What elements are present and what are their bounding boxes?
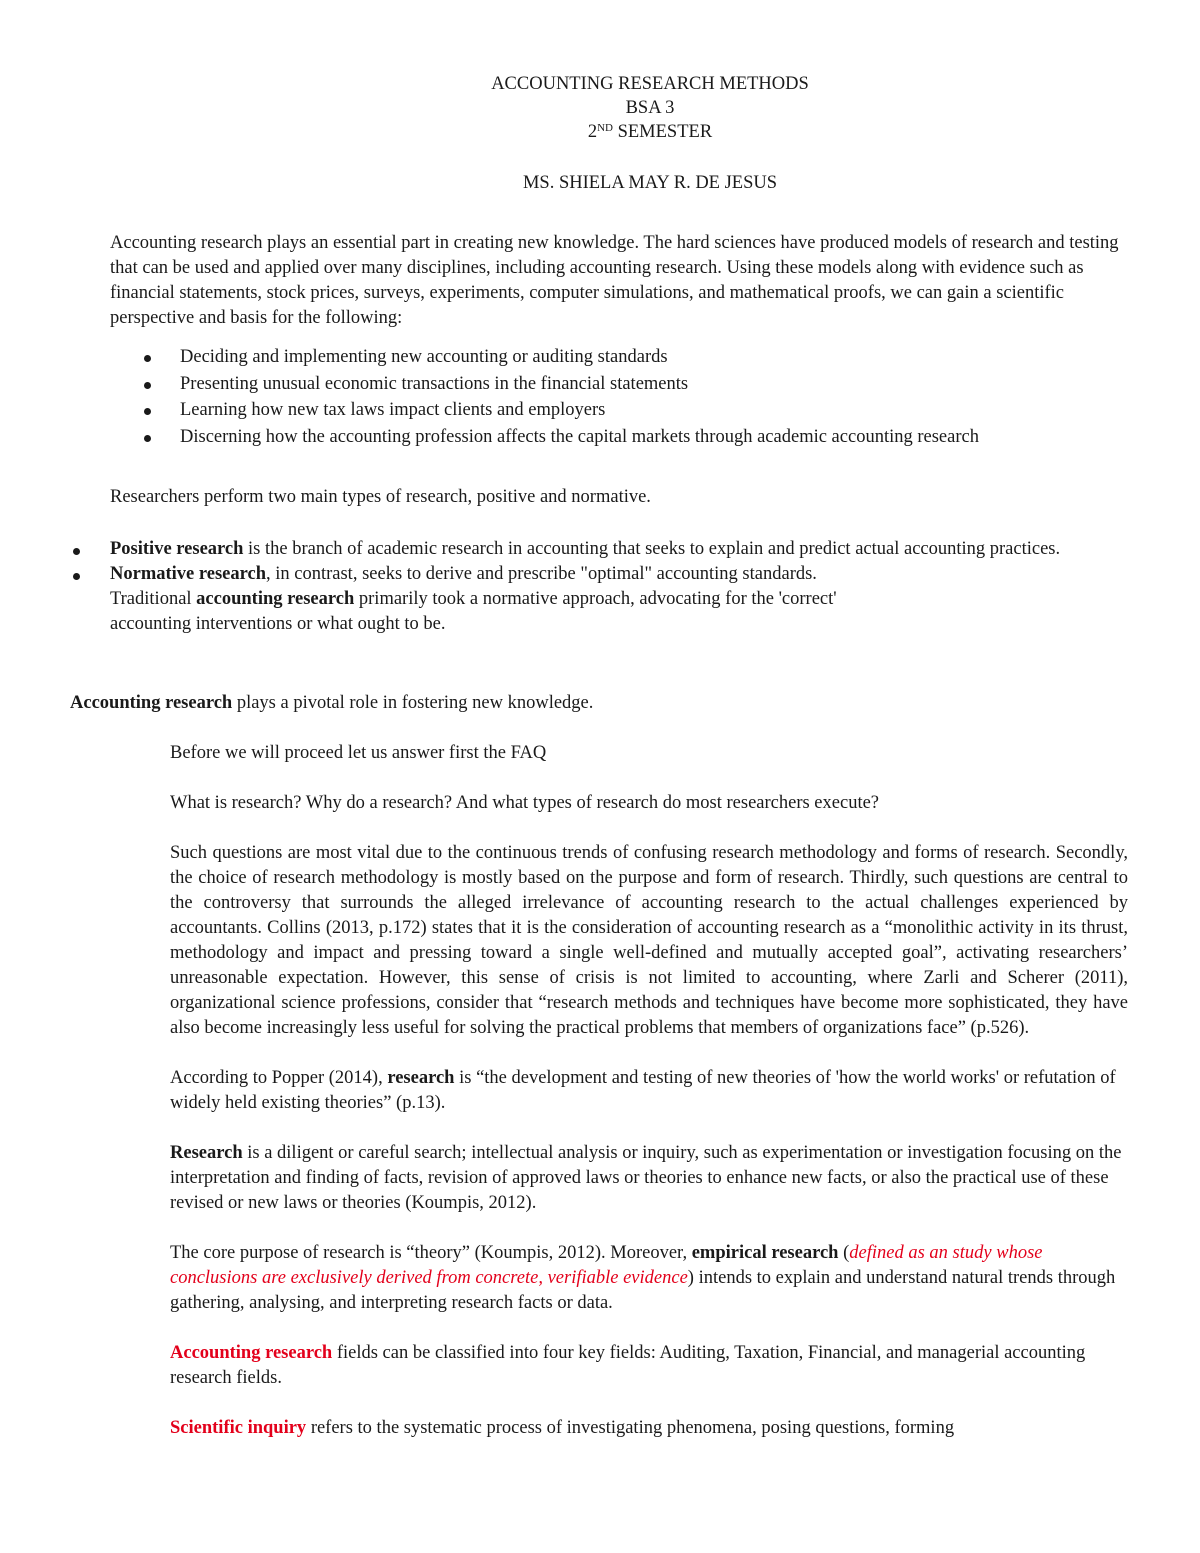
list-item: Deciding and implementing new accounting or auditing standards: [110, 344, 1150, 371]
list-item: Learning how new tax laws impact clients and employers: [110, 397, 1150, 424]
bullet-icon: [73, 548, 80, 555]
course-title: ACCOUNTING RESEARCH METHODS: [491, 74, 809, 94]
research-definition-paragraph: Research is a diligent or careful search; intellectual analysis or inquiry, such as experimentation or investigation focusing on the interpretation and finding of facts, revision of approved laws or theories to enhance new facts, or also the practical use of these revised or new laws or theories (Koumpis, 2012).: [170, 1143, 1122, 1213]
vital-paragraph: Such questions are most vital due to the continuous trends of confusing research methodology and forms of research. Secondly, the choice of research methodology is mostly based on the purpose and form of research. Thirdly, such questions are central to the controversy that surrounds the alleged irrelevance of accounting research to the actual challenges experienced by accountants. Collins (2013, p.172) states that it is the consideration of accounting research as a “monolithic activity in its thrust, methodology and impact and pressing toward a single well-defined and mutually accepted goal”, activating researchers’ unreasonable expectation. However, this sense of crisis is not limited to accounting, where Zarli and Scherer (2011), organizational science professions, consider that “research methods and techniques have become more sophisticated, they have also become increasingly less useful for solving the practical problems that members of organizations face” (p.526).: [170, 843, 1128, 1038]
inquiry-paragraph: Scientific inquiry refers to the systematic process of investigating phenomena, posing questions, forming: [170, 1418, 955, 1438]
pivotal-statement: Accounting research plays a pivotal role in fostering new knowledge.: [70, 693, 594, 713]
traditional-note: Traditional accounting research primarily took a normative approach, advocating for the 'correct' accounting interventions or what ought to be.: [110, 589, 837, 634]
faq-intro: Before we will proceed let us answer first the FAQ: [170, 743, 547, 763]
bullet-icon: [73, 573, 80, 580]
instructor-name: MS. SHIELA MAY R. DE JESUS: [522, 173, 778, 193]
empirical-definition: defined as an study whose conclusions are exclusively derived from concrete, verifiable evidence: [170, 1243, 1043, 1288]
document-header: [0, 72, 1200, 195]
bullet-icon: [144, 355, 151, 362]
fields-paragraph: Accounting research fields can be classified into four key fields: Auditing, Taxation, Financial, and managerial accounting research fields.: [170, 1343, 1086, 1388]
core-purpose-paragraph: The core purpose of research is “theory” (Koumpis, 2012). Moreover, empirical research (defined as an study whose conclusions are exclusively derived from concrete, verifiable evidence) intends to explain and understand natural trends through gathering, analysing, and interpreting research facts or data.: [170, 1243, 1116, 1313]
popper-paragraph: According to Popper (2014), research is “the development and testing of new theories of 'how the world works' or refutation of widely held existing theories” (p.13).: [170, 1068, 1116, 1113]
bullet-icon: [144, 435, 151, 442]
bullet-icon: [144, 382, 151, 389]
list-item: Discerning how the accounting profession affects the capital markets through academic accounting research: [110, 424, 1150, 451]
intro-paragraph: Accounting research plays an essential part in creating new knowledge. The hard sciences have produced models of research and testing that can be used and applied over many disciplines, including accounting research. Using these models along with evidence such as financial statements, stock prices, surveys, experiments, computer simulations, and mathematical proofs, we can gain a scientific perspective and basis for the following:: [110, 233, 1119, 328]
research-types-intro: Researchers perform two main types of research, positive and normative.: [110, 487, 651, 507]
list-item-positive: Positive research is the branch of academic research in accounting that seeks to explain and predict actual accounting practices.: [70, 537, 1150, 562]
research-types-list: [70, 537, 1150, 637]
bullet-icon: [144, 408, 151, 415]
purpose-list: [110, 344, 1150, 450]
intro-section: [110, 231, 1135, 331]
faq-questions: What is research? Why do a research? And what types of research do most researchers execute?: [170, 793, 880, 813]
semester-label: 2ND SEMESTER: [587, 122, 713, 142]
program-label: BSA 3: [625, 98, 675, 118]
main-body: [170, 741, 1128, 1466]
list-item-normative: Normative research, in contrast, seeks to derive and prescribe "optimal" accounting standards.: [70, 562, 1150, 587]
list-item: Presenting unusual economic transactions in the financial statements: [110, 371, 1150, 398]
